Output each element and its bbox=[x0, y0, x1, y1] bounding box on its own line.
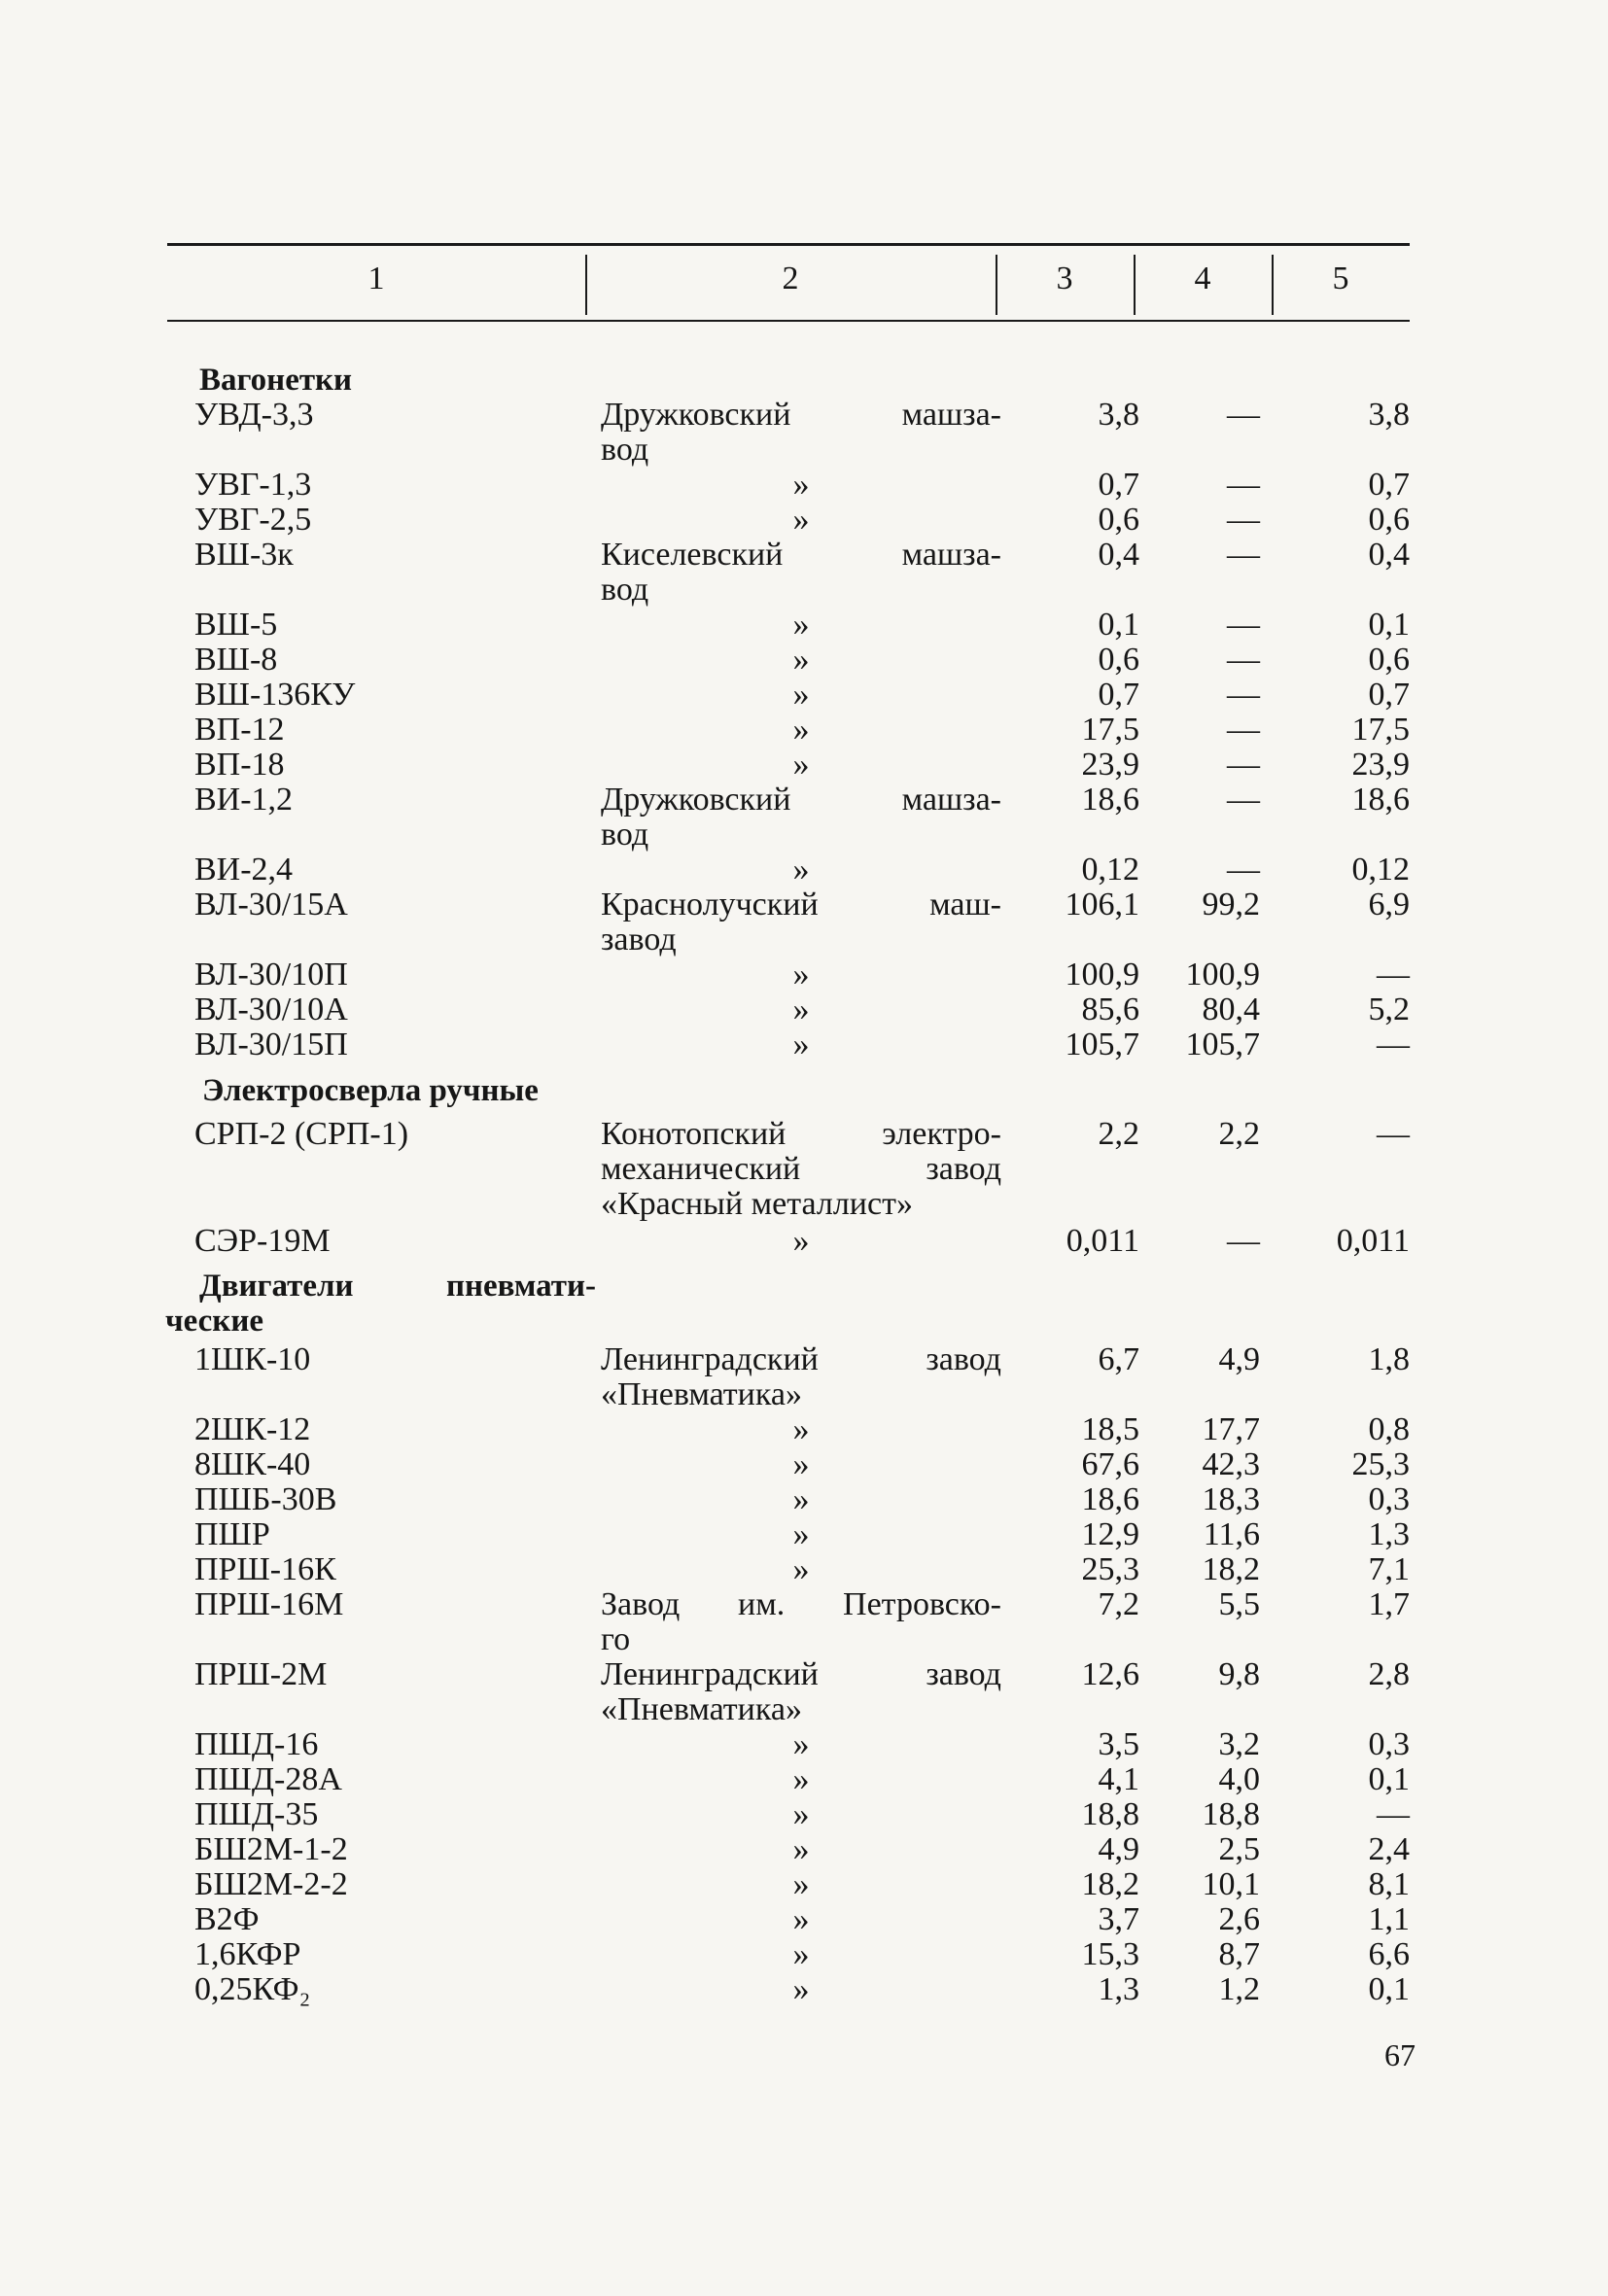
product-name: ПШД-16 bbox=[194, 1726, 319, 1762]
section-title-continued: ческие bbox=[165, 1304, 263, 1339]
product-name: ВШ-136КУ bbox=[194, 677, 356, 713]
product-name: ВЛ-30/10А bbox=[194, 991, 348, 1027]
value-col-3: 7,2 bbox=[1098, 1586, 1139, 1622]
value-col-4: 10,1 bbox=[1202, 1866, 1260, 1902]
table-row bbox=[0, 1762, 1608, 1797]
manufacturer-ditto: » bbox=[792, 1026, 810, 1062]
product-name: 8ШК-40 bbox=[194, 1446, 311, 1482]
value-col-4: 8,7 bbox=[1218, 1936, 1260, 1972]
product-name: ПРШ-2М bbox=[194, 1656, 328, 1692]
product-name: 2ШК-12 bbox=[194, 1411, 311, 1447]
product-name: ПРШ-16К bbox=[194, 1551, 336, 1587]
manufacturer-ditto: » bbox=[792, 1481, 810, 1517]
product-name: УВГ-2,5 bbox=[194, 502, 312, 538]
value-col-3: 67,6 bbox=[1081, 1446, 1139, 1482]
value-col-4: 42,3 bbox=[1202, 1446, 1260, 1482]
value-col-5: 23,9 bbox=[1351, 747, 1410, 783]
table-row bbox=[0, 1937, 1608, 1972]
value-col-5: 3,8 bbox=[1368, 397, 1410, 433]
value-col-5: 0,12 bbox=[1351, 852, 1410, 887]
product-name: ВШ-8 bbox=[194, 642, 278, 678]
product-name: БШ2М-2-2 bbox=[194, 1866, 348, 1902]
manufacturer-continued: вод bbox=[601, 817, 649, 852]
value-col-5: 0,1 bbox=[1368, 1761, 1410, 1797]
value-col-4: 18,2 bbox=[1202, 1551, 1260, 1587]
manufacturer: Киселевский машза- bbox=[601, 537, 1001, 573]
value-col-3: 105,7 bbox=[1065, 1026, 1139, 1062]
table-row bbox=[0, 1117, 1608, 1152]
product-name: БШ2М-1-2 bbox=[194, 1831, 348, 1867]
table-row bbox=[0, 468, 1608, 503]
value-col-4: — bbox=[1227, 677, 1260, 713]
value-col-3: 85,6 bbox=[1081, 991, 1139, 1027]
manufacturer-ditto: » bbox=[792, 1796, 810, 1832]
value-col-5: 0,3 bbox=[1368, 1481, 1410, 1517]
value-col-3: 3,5 bbox=[1098, 1726, 1139, 1762]
value-col-4: 105,7 bbox=[1185, 1026, 1260, 1062]
manufacturer-ditto: » bbox=[792, 1936, 810, 1972]
value-col-5: — bbox=[1377, 1116, 1410, 1152]
value-col-3: 23,9 bbox=[1081, 747, 1139, 783]
table-row-continuation bbox=[0, 1187, 1608, 1222]
value-col-3: 12,6 bbox=[1081, 1656, 1139, 1692]
product-name: СЭР-19М bbox=[194, 1223, 331, 1259]
product-name: 0,25КФ₂ bbox=[194, 1971, 311, 2007]
section-title: Электросверла ручные bbox=[202, 1073, 539, 1108]
table-row bbox=[0, 1224, 1608, 1259]
manufacturer-ditto: » bbox=[792, 712, 810, 748]
table-row bbox=[0, 1587, 1608, 1622]
value-col-5: — bbox=[1377, 1026, 1410, 1062]
value-col-5: 0,1 bbox=[1368, 607, 1410, 643]
section-title-part: Двигатели bbox=[199, 1269, 354, 1304]
value-col-4: — bbox=[1227, 397, 1260, 433]
manufacturer-ditto: » bbox=[792, 957, 810, 992]
value-col-5: 25,3 bbox=[1351, 1446, 1410, 1482]
product-name: ПШД-28А bbox=[194, 1761, 342, 1797]
manufacturer: Дружковский машза- bbox=[601, 782, 1001, 818]
value-col-3: 18,6 bbox=[1081, 782, 1139, 818]
product-name: ВИ-1,2 bbox=[194, 782, 294, 818]
product-name: СРП-2 (СРП-1) bbox=[194, 1116, 409, 1152]
value-col-3: 15,3 bbox=[1081, 1936, 1139, 1972]
value-col-4: 17,7 bbox=[1202, 1411, 1260, 1447]
header-col-1: 1 bbox=[367, 261, 385, 296]
value-col-5: 0,4 bbox=[1368, 537, 1410, 573]
manufacturer: Краснолучский маш- bbox=[601, 887, 1001, 922]
manufacturer-continued: вод bbox=[601, 432, 649, 468]
table-row bbox=[0, 1412, 1608, 1447]
product-name: ВП-12 bbox=[194, 712, 285, 748]
value-col-4: 5,5 bbox=[1218, 1586, 1260, 1622]
manufacturer-ditto: » bbox=[792, 1551, 810, 1587]
table-row-continuation bbox=[0, 1622, 1608, 1657]
product-name: ВЛ-30/15А bbox=[194, 887, 348, 922]
value-col-3: 106,1 bbox=[1065, 887, 1139, 922]
value-col-3: 3,7 bbox=[1098, 1901, 1139, 1937]
value-col-5: — bbox=[1377, 957, 1410, 992]
manufacturer: Завод им. Петровско- bbox=[601, 1586, 1001, 1622]
value-col-3: 6,7 bbox=[1098, 1341, 1139, 1377]
manufacturer-ditto: » bbox=[792, 677, 810, 713]
table-row-continuation bbox=[0, 573, 1608, 608]
table-row bbox=[0, 678, 1608, 713]
product-name: ВЛ-30/15П bbox=[194, 1026, 348, 1062]
manufacturer-ditto: » bbox=[792, 1223, 810, 1259]
table-row bbox=[0, 852, 1608, 887]
table-row bbox=[0, 1727, 1608, 1762]
product-name: УВГ-1,3 bbox=[194, 467, 312, 503]
product-name: ПШР bbox=[194, 1516, 270, 1552]
value-col-3: 0,7 bbox=[1098, 677, 1139, 713]
value-col-5: — bbox=[1377, 1796, 1410, 1832]
product-name: ВШ-3к bbox=[194, 537, 294, 573]
value-col-4: — bbox=[1227, 537, 1260, 573]
value-col-5: 2,4 bbox=[1368, 1831, 1410, 1867]
value-col-3: 0,6 bbox=[1098, 642, 1139, 678]
manufacturer-ditto: » bbox=[792, 747, 810, 783]
product-name: ВИ-2,4 bbox=[194, 852, 294, 887]
table-row bbox=[0, 1342, 1608, 1377]
manufacturer-ditto: » bbox=[792, 1831, 810, 1867]
value-col-3: 4,9 bbox=[1098, 1831, 1139, 1867]
header-col-3: 3 bbox=[1056, 261, 1073, 296]
value-col-4: 2,2 bbox=[1218, 1116, 1260, 1152]
section-title bbox=[199, 1269, 596, 1305]
value-col-5: 0,7 bbox=[1368, 677, 1410, 713]
manufacturer-continued: механический завод bbox=[601, 1151, 1001, 1187]
value-col-3: 12,9 bbox=[1081, 1516, 1139, 1552]
table-row bbox=[0, 887, 1608, 922]
value-col-3: 18,8 bbox=[1081, 1796, 1139, 1832]
value-col-3: 0,7 bbox=[1098, 467, 1139, 503]
product-name: УВД-3,3 bbox=[194, 397, 314, 433]
value-col-3: 0,1 bbox=[1098, 607, 1139, 643]
value-col-3: 1,3 bbox=[1098, 1971, 1139, 2007]
manufacturer-ditto: » bbox=[792, 1971, 810, 2007]
value-col-4: — bbox=[1227, 467, 1260, 503]
manufacturer-ditto: » bbox=[792, 607, 810, 643]
value-col-4: — bbox=[1227, 642, 1260, 678]
value-col-3: 17,5 bbox=[1081, 712, 1139, 748]
value-col-4: 2,5 bbox=[1218, 1831, 1260, 1867]
table-row-continuation bbox=[0, 1692, 1608, 1727]
manufacturer-ditto: » bbox=[792, 1866, 810, 1902]
page-number: 67 bbox=[1384, 2037, 1416, 2072]
product-name: 1ШК-10 bbox=[194, 1341, 311, 1377]
table-row bbox=[0, 398, 1608, 433]
value-col-4: 3,2 bbox=[1218, 1726, 1260, 1762]
value-col-5: 0,6 bbox=[1368, 642, 1410, 678]
manufacturer-continued: «Пневматика» bbox=[601, 1691, 802, 1727]
table-row bbox=[0, 1552, 1608, 1587]
value-col-5: 18,6 bbox=[1351, 782, 1410, 818]
value-col-5: 5,2 bbox=[1368, 991, 1410, 1027]
manufacturer-ditto: » bbox=[792, 1901, 810, 1937]
value-col-4: 99,2 bbox=[1202, 887, 1260, 922]
manufacturer-ditto: » bbox=[792, 642, 810, 678]
value-col-4: 11,6 bbox=[1203, 1516, 1260, 1552]
table-row bbox=[0, 1517, 1608, 1552]
value-col-5: 2,8 bbox=[1368, 1656, 1410, 1692]
value-col-3: 4,1 bbox=[1098, 1761, 1139, 1797]
table-row bbox=[0, 1972, 1608, 2007]
table-row bbox=[0, 643, 1608, 678]
value-col-5: 6,6 bbox=[1368, 1936, 1410, 1972]
manufacturer: Дружковский машза- bbox=[601, 397, 1001, 433]
manufacturer-ditto: » bbox=[792, 1446, 810, 1482]
manufacturer-ditto: » bbox=[792, 1411, 810, 1447]
header-col-5: 5 bbox=[1332, 261, 1349, 296]
section-title: Вагонетки bbox=[199, 363, 353, 398]
table-row bbox=[0, 1867, 1608, 1902]
value-col-3: 100,9 bbox=[1065, 957, 1139, 992]
manufacturer-ditto: » bbox=[792, 502, 810, 538]
table-row bbox=[0, 1027, 1608, 1062]
value-col-5: 6,9 bbox=[1368, 887, 1410, 922]
product-name: 1,6КФР bbox=[194, 1936, 301, 1972]
manufacturer-continued: «Пневматика» bbox=[601, 1376, 802, 1412]
table-row bbox=[0, 783, 1608, 818]
product-name: В2Ф bbox=[194, 1901, 260, 1937]
table-row-continuation bbox=[0, 818, 1608, 852]
value-col-4: 4,9 bbox=[1218, 1341, 1260, 1377]
value-col-3: 18,6 bbox=[1081, 1481, 1139, 1517]
value-col-4: — bbox=[1227, 607, 1260, 643]
value-col-5: 1,1 bbox=[1368, 1901, 1410, 1937]
value-col-4: — bbox=[1227, 712, 1260, 748]
value-col-3: 3,8 bbox=[1098, 397, 1139, 433]
table-row bbox=[0, 1797, 1608, 1832]
table-row bbox=[0, 713, 1608, 748]
value-col-4: 9,8 bbox=[1218, 1656, 1260, 1692]
manufacturer-ditto: » bbox=[792, 467, 810, 503]
table-row bbox=[0, 992, 1608, 1027]
table-row bbox=[0, 503, 1608, 538]
table-top-rule bbox=[167, 243, 1410, 246]
value-col-4: — bbox=[1227, 502, 1260, 538]
manufacturer-continued: «Красный металлист» bbox=[601, 1186, 913, 1222]
value-col-4: 80,4 bbox=[1202, 991, 1260, 1027]
value-col-5: 0,8 bbox=[1368, 1411, 1410, 1447]
value-col-4: — bbox=[1227, 747, 1260, 783]
manufacturer-ditto: » bbox=[792, 852, 810, 887]
value-col-4: 18,8 bbox=[1202, 1796, 1260, 1832]
product-name: ПШД-35 bbox=[194, 1796, 319, 1832]
table-row bbox=[0, 538, 1608, 573]
value-col-5: 0,3 bbox=[1368, 1726, 1410, 1762]
manufacturer-ditto: » bbox=[792, 991, 810, 1027]
table-row-continuation bbox=[0, 922, 1608, 957]
value-col-5: 1,7 bbox=[1368, 1586, 1410, 1622]
product-name: ПРШ-16М bbox=[194, 1586, 344, 1622]
product-name: ПШБ-30В bbox=[194, 1481, 337, 1517]
table-row-continuation bbox=[0, 1377, 1608, 1412]
value-col-3: 0,12 bbox=[1081, 852, 1139, 887]
table-row bbox=[0, 1832, 1608, 1867]
manufacturer: Ленинградский завод bbox=[601, 1341, 1001, 1377]
manufacturer-ditto: » bbox=[792, 1761, 810, 1797]
header-col-2: 2 bbox=[782, 261, 799, 296]
section-title-part: пневмати- bbox=[445, 1269, 596, 1304]
manufacturer-continued: завод bbox=[601, 922, 677, 957]
value-col-3: 18,2 bbox=[1081, 1866, 1139, 1902]
value-col-3: 0,011 bbox=[1066, 1223, 1139, 1259]
product-name: ВШ-5 bbox=[194, 607, 278, 643]
manufacturer-ditto: » bbox=[792, 1726, 810, 1762]
value-col-4: — bbox=[1227, 1223, 1260, 1259]
value-col-3: 2,2 bbox=[1098, 1116, 1139, 1152]
manufacturer-ditto: » bbox=[792, 1516, 810, 1552]
value-col-5: 7,1 bbox=[1368, 1551, 1410, 1587]
value-col-4: — bbox=[1227, 782, 1260, 818]
value-col-5: 0,1 bbox=[1368, 1971, 1410, 2007]
value-col-5: 0,6 bbox=[1368, 502, 1410, 538]
value-col-5: 8,1 bbox=[1368, 1866, 1410, 1902]
value-col-3: 0,4 bbox=[1098, 537, 1139, 573]
value-col-4: 1,2 bbox=[1218, 1971, 1260, 2007]
table-row bbox=[0, 748, 1608, 783]
table-row bbox=[0, 957, 1608, 992]
value-col-4: 4,0 bbox=[1218, 1761, 1260, 1797]
product-name: ВП-18 bbox=[194, 747, 285, 783]
value-col-5: 17,5 bbox=[1351, 712, 1410, 748]
manufacturer: Конотопский электро- bbox=[601, 1116, 1001, 1152]
value-col-3: 0,6 bbox=[1098, 502, 1139, 538]
table-header-rule bbox=[167, 320, 1410, 322]
value-col-4: 2,6 bbox=[1218, 1901, 1260, 1937]
product-name: ВЛ-30/10П bbox=[194, 957, 348, 992]
table-row bbox=[0, 1902, 1608, 1937]
header-col-4: 4 bbox=[1194, 261, 1211, 296]
value-col-4: 18,3 bbox=[1202, 1481, 1260, 1517]
table-row bbox=[0, 1482, 1608, 1517]
value-col-5: 0,7 bbox=[1368, 467, 1410, 503]
manufacturer: Ленинградский завод bbox=[601, 1656, 1001, 1692]
value-col-4: 100,9 bbox=[1185, 957, 1260, 992]
value-col-5: 1,8 bbox=[1368, 1341, 1410, 1377]
table-row bbox=[0, 1657, 1608, 1692]
value-col-3: 18,5 bbox=[1081, 1411, 1139, 1447]
table-row bbox=[0, 608, 1608, 643]
table-row bbox=[0, 1447, 1608, 1482]
table-row-continuation bbox=[0, 1152, 1608, 1187]
manufacturer-continued: го bbox=[601, 1621, 631, 1657]
value-col-5: 0,011 bbox=[1336, 1223, 1410, 1259]
value-col-3: 25,3 bbox=[1081, 1551, 1139, 1587]
value-col-4: — bbox=[1227, 852, 1260, 887]
value-col-5: 1,3 bbox=[1368, 1516, 1410, 1552]
table-row-continuation bbox=[0, 433, 1608, 468]
manufacturer-continued: вод bbox=[601, 572, 649, 608]
